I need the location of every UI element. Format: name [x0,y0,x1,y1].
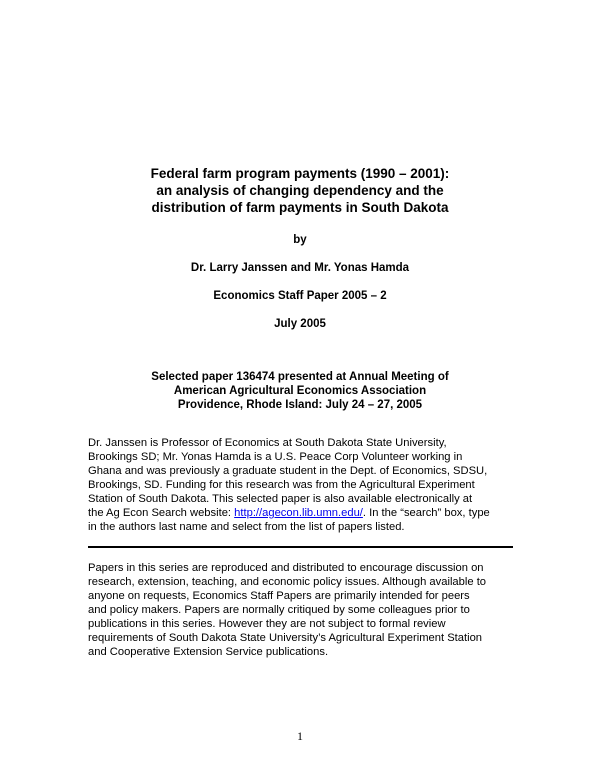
authors: Dr. Larry Janssen and Mr. Yonas Hamda [190,262,410,274]
author-note-line: Ghana and was previously a graduate student in the Dept. of Economics, SDSU, [88,465,488,477]
series-note-line: publications in this series. However they are not subject to formal review [88,618,446,630]
selected-paper-line: Providence, Rhode Island: July 24 – 27, 2005 [177,399,423,411]
selected-paper-line: American Agricultural Economics Association [173,385,427,397]
staff-paper-number: Economics Staff Paper 2005 – 2 [213,290,387,302]
link-suffix: . In the “search” box, type [362,507,490,519]
series-note-line: requirements of South Dakota State University’s Agricultural Experiment Station [88,632,483,644]
series-note-line: research, extension, teaching, and economic policy issues. Although available to [88,576,487,588]
author-note-line: Brookings SD; Mr. Yonas Hamda is a U.S. Peace Corp Volunteer working in [88,451,463,463]
author-note-line: Brookings, SD. Funding for this research was from the Agricultural Experiment [88,479,475,491]
paper-title-line: Federal farm program payments (1990 – 2001): [150,166,450,181]
author-note-line: Station of South Dakota. This selected paper is also available electronically at [88,493,473,505]
selected-paper-line: Selected paper 136474 presented at Annual Meeting of [151,371,449,383]
horizontal-divider [88,546,513,548]
series-note-line: and policy makers. Papers are normally critiqued by some colleagues prior to [88,604,470,616]
author-note-line: in the authors last name and select from the list of papers listed. [88,521,405,533]
paper-title-line: distribution of farm payments in South Dakota [151,200,449,215]
author-note-line: Dr. Janssen is Professor of Economics at South Dakota State University, [88,437,447,449]
link-prefix: the Ag Econ Search website: [88,507,235,519]
agecon-link[interactable]: http://agecon.lib.umn.edu/ [234,507,363,519]
series-note [88,561,528,659]
selected-paper-note [60,370,540,412]
by-line: by [293,234,307,246]
page-number: 1 [297,729,303,743]
author-note-link-line [88,506,528,520]
paper-title-line: an analysis of changing dependency and the [156,183,444,198]
paper-title [60,165,540,216]
series-note-line: Papers in this series are reproduced and distributed to encourage discussion on [88,562,484,574]
author-note [88,436,528,534]
series-note-line: anyone on requests, Economics Staff Papers are primarily intended for peers [88,590,470,602]
series-note-line: and Cooperative Extension Service publications. [88,646,329,658]
publication-date: July 2005 [274,318,326,330]
